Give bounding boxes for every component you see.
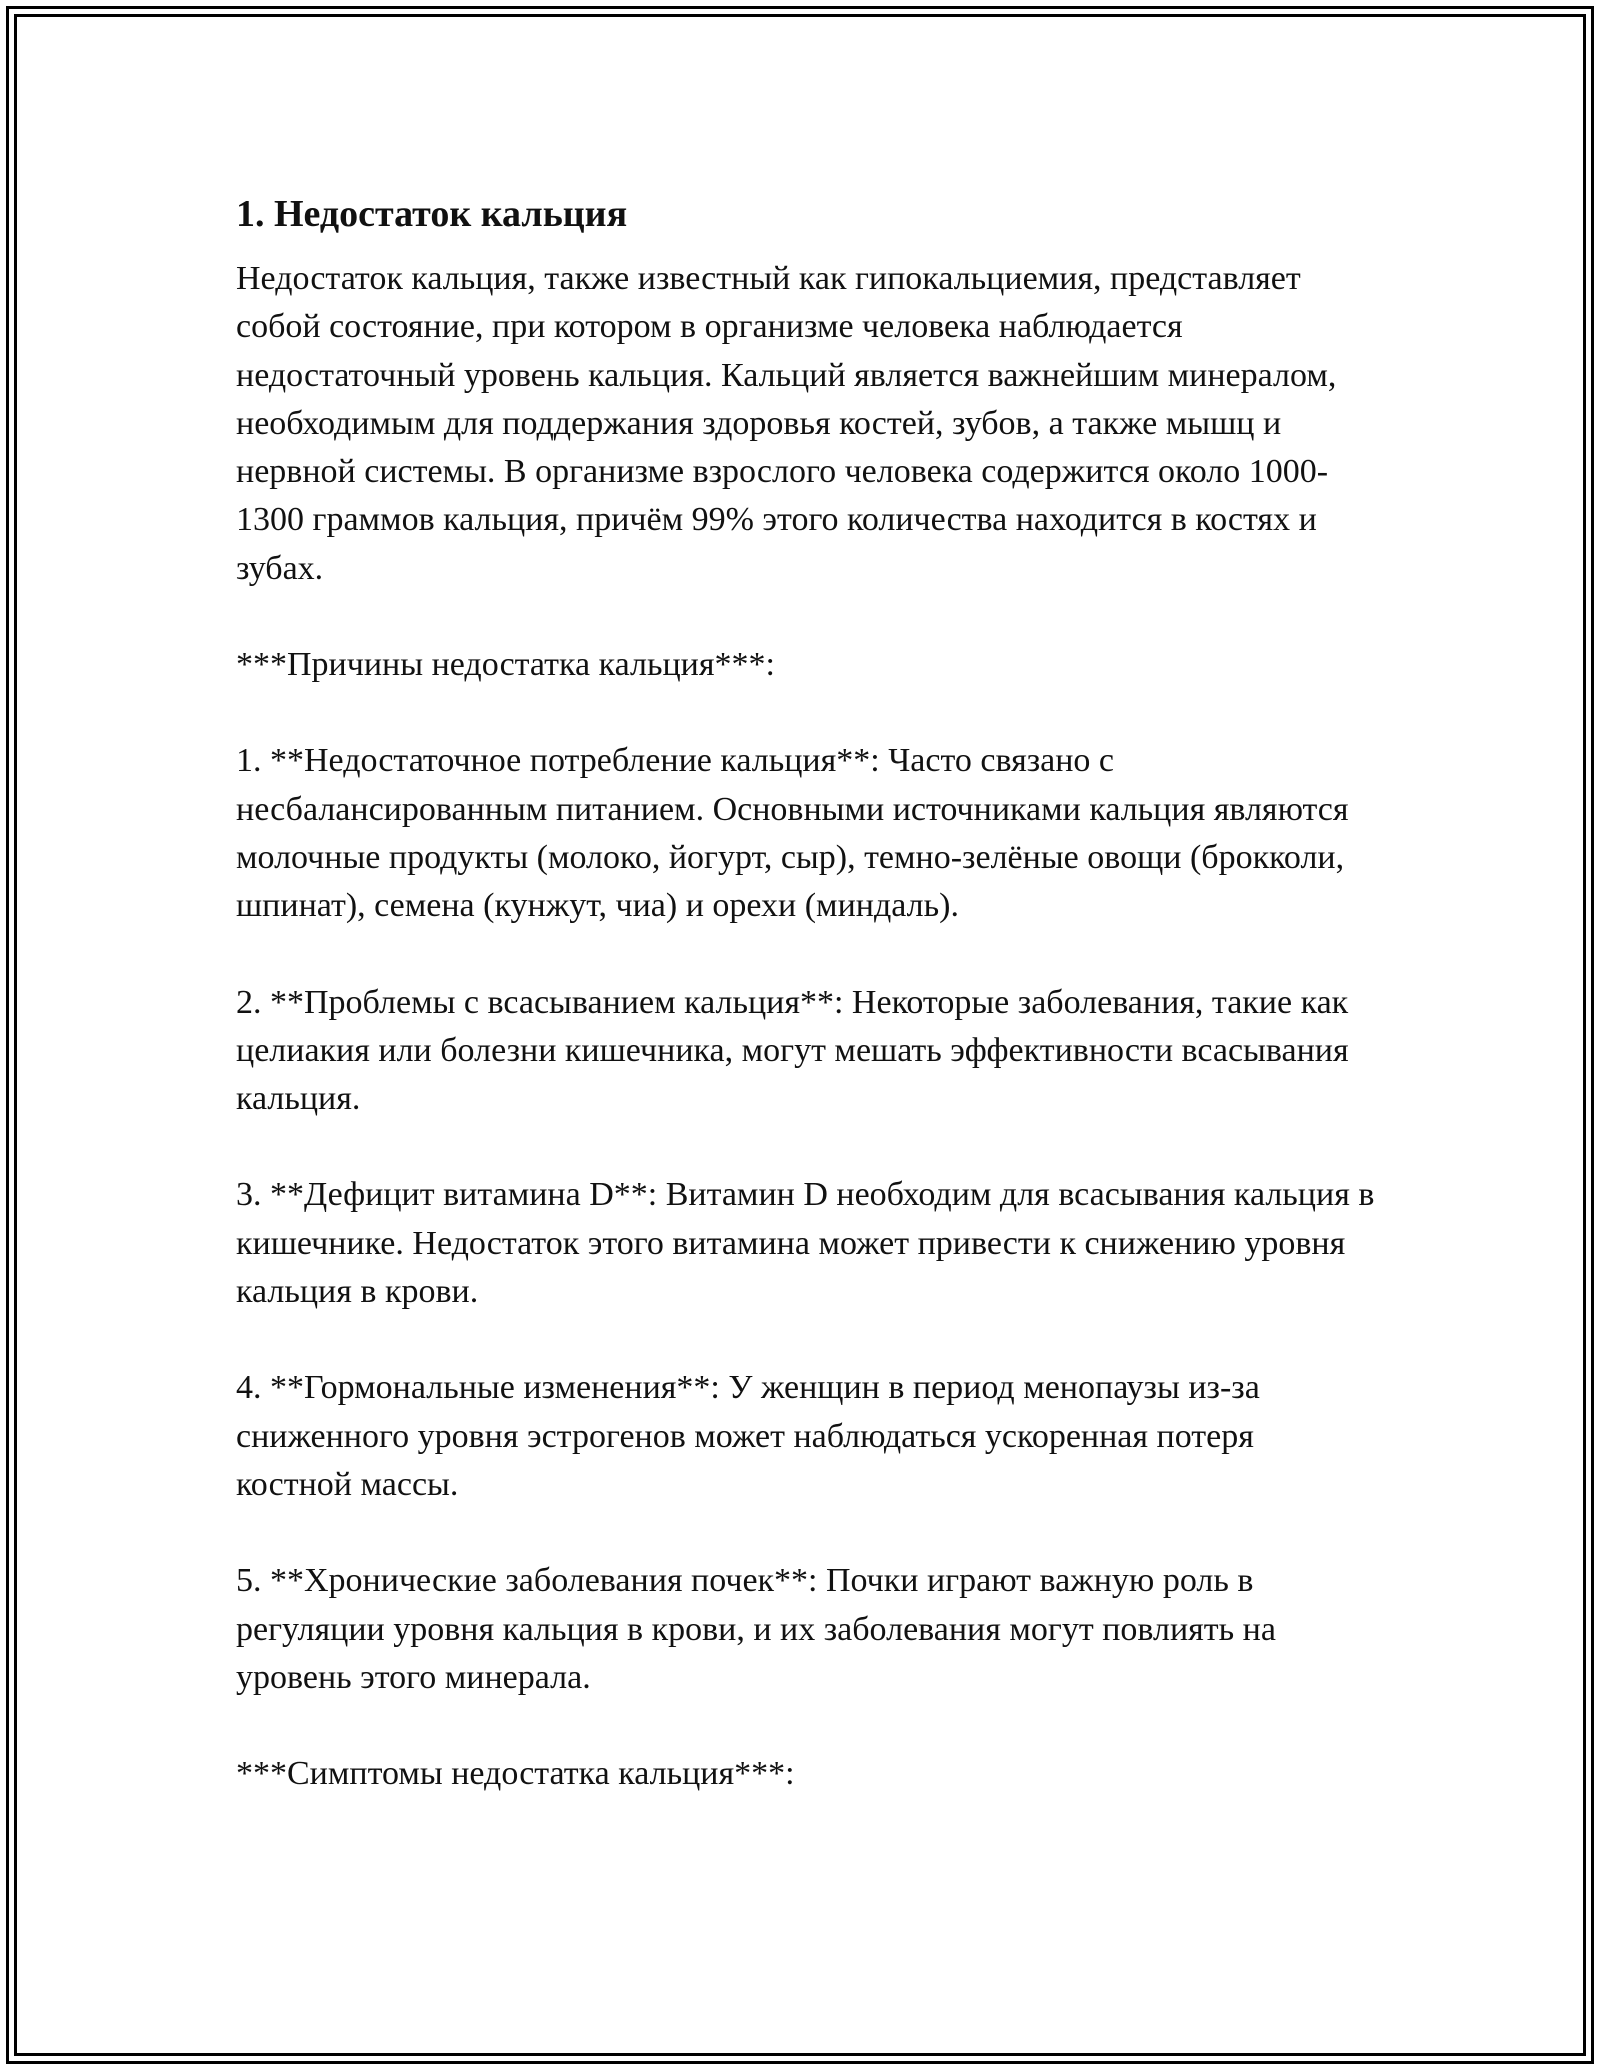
cause-item-1: 1. **Недостаточное потребление кальция**: Часто связано с несбалансированным питанием. Основными источниками кальция являются молочные продукты (молоко, йогурт, сыр), темно-зелёные овощи (брокколи, шпинат), семена (кунжут, чиа) и орехи (миндаль). [236, 742, 1349, 925]
cause-item-3: 3. **Дефицит витамина D**: Витамин D необходим для всасывания кальция в кишечнике. Недостаток этого витамина может привести к снижению уровня кальция в крови. [236, 1176, 1375, 1311]
document-body [236, 185, 1376, 1798]
cause-item-4: 4. **Гормональные изменения**: У женщин в период менопаузы из-за сниженного уровня эстрогенов может наблюдаться ускоренная потеря костной массы. [236, 1369, 1260, 1503]
cause-item-2: 2. **Проблемы с всасыванием кальция**: Некоторые заболевания, такие как целиакия или болезни кишечника, могут мешать эффективности всасывания кальция. [236, 983, 1349, 1118]
symptoms-heading: ***Симптомы недостатка кальция***: [236, 1755, 795, 1793]
causes-heading: ***Причины недостатка кальция***: [236, 646, 775, 684]
document-title: 1. Недостаток кальция [236, 193, 628, 235]
cause-item-5: 5. **Хронические заболевания почек**: Почки играют важную роль в регуляции уровня кальция в крови, и их заболевания могут повлиять на уровень этого минерала. [236, 1562, 1276, 1696]
intro-paragraph: Недостаток кальция, также известный как гипокальциемия, представляет собой состояние, при котором в организме человека наблюдается недостаточный уровень кальция. Кальций является важнейшим минералом, необходимым для поддержания здоровья костей, зубов, а также мышц и нервной системы. В организме взрослого человека содержится около 1000-1300 граммов кальция, причём 99% этого количества находится в костях и зубах. [236, 260, 1337, 587]
